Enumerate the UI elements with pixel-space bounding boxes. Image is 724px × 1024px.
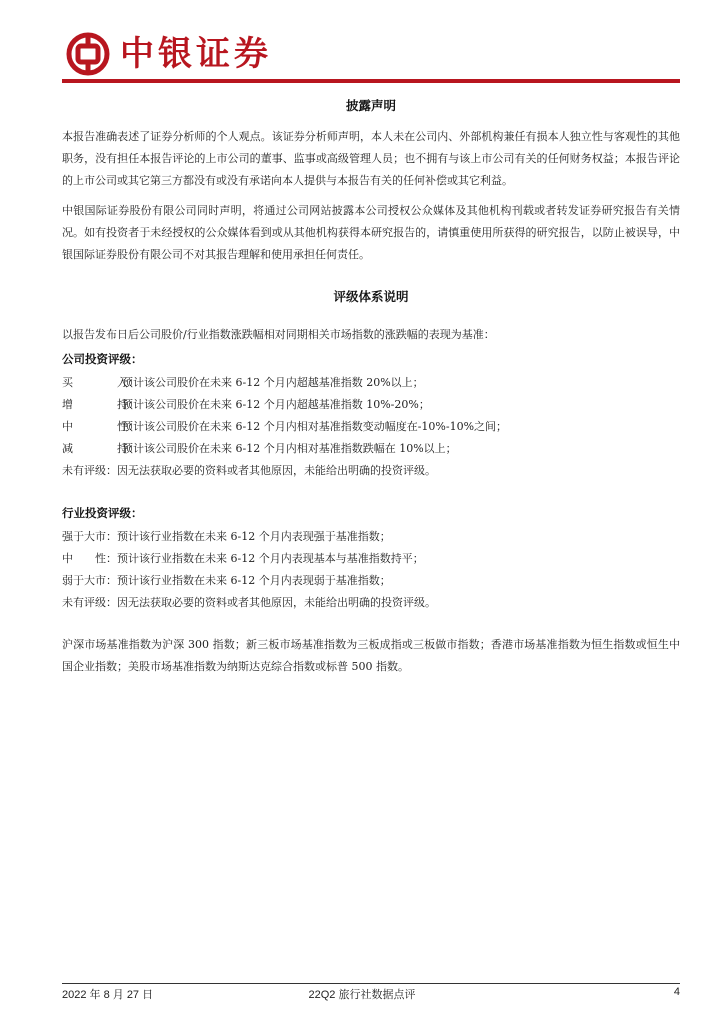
disclosure-paragraph-2: 中银国际证券股份有限公司同时声明，将通过公司网站披露本公司授权公众媒体及其他机构刊载或者转发证券研究报告有关情况。如有投资者于未经授权的公众媒体看到或从其他机构获得本研究报告的，请慎重使用所获得的研究报告，以防止被误导，中银国际证券股份有限公司不对其报告理解和使用承担任何责任。 — [62, 204, 680, 261]
page-number: 4 — [673, 986, 680, 998]
rating-label: 弱于大市： — [62, 574, 117, 587]
footer-rule — [62, 983, 680, 984]
rating-desc: 预计该公司股价在未来 6-12 个月内相对基准指数跌幅在 10%以上； — [122, 442, 457, 455]
rating-title: 评级体系说明 — [333, 289, 409, 304]
header-rule — [62, 79, 680, 83]
rating-desc: 预计该公司股价在未来 6-12 个月内相对基准指数变动幅度在-10%-10%之间； — [122, 420, 508, 433]
footer-date: 2022 年 8 月 27 日 — [62, 989, 154, 1001]
industry-rating-row — [62, 595, 680, 611]
rating-label: 中 性： — [62, 552, 117, 565]
rating-desc: 因无法获取必要的资料或者其他原因，未能给出明确的投资评级。 — [117, 464, 436, 477]
benchmark-paragraph: 沪深市场基准指数为沪深 300 指数；新三板市场基准指数为三板成指或三板做市指数；香港市场基准指数为恒生指数或恒生中国企业指数；美股市场基准指数为纳斯达克综合指数或标普 500 指数。 — [62, 638, 680, 673]
rating-desc: 预计该行业指数在未来 6-12 个月内表现强于基准指数； — [117, 530, 391, 543]
rating-label: 未有评级： — [62, 596, 117, 609]
brand-name: 中银证券 — [120, 34, 272, 74]
rating-desc: 预计该公司股价在未来 6-12 个月内超越基准指数 10%-20%； — [122, 398, 430, 411]
footer-report-title: 22Q2 旅行社数据点评 — [308, 989, 416, 1001]
page-header — [62, 28, 680, 80]
rating-label: 强于大市： — [62, 530, 117, 543]
rating-desc: 因无法获取必要的资料或者其他原因，未能给出明确的投资评级。 — [117, 596, 436, 609]
rating-intro: 以报告发布日后公司股价/行业指数涨跌幅相对同期相关市场指数的涨跌幅的表现为基准： — [62, 328, 495, 341]
industry-rating-row — [62, 551, 680, 567]
disclosure-paragraph-1: 本报告准确表述了证券分析师的个人观点。该证券分析师声明，本人未在公司内、外部机构兼任有损本人独立性与客观性的其他职务，没有担任本报告评论的上市公司的董事、监事或高级管理人员；也不拥有与该上市公司有关的任何财务权益；本报告评论的上市公司或其它第三方都没有或没有承诺向本人提供与本报告有关的任何补偿或其它利益。 — [62, 130, 680, 187]
rating-label: 增 持： — [62, 398, 139, 411]
rating-label: 中 性： — [62, 420, 139, 433]
rating-desc: 预计该行业指数在未来 6-12 个月内表现基本与基准指数持平； — [117, 552, 424, 565]
company-rating-row — [62, 441, 680, 457]
company-rating-row — [62, 419, 680, 435]
company-rating-row — [62, 463, 680, 479]
industry-rating-row — [62, 529, 680, 545]
rating-desc: 预计该公司股价在未来 6-12 个月内超越基准指数 20%以上； — [122, 376, 424, 389]
rating-desc: 预计该行业指数在未来 6-12 个月内表现弱于基准指数； — [117, 574, 391, 587]
company-rating-row — [62, 375, 680, 391]
rating-label: 买 入： — [62, 376, 139, 389]
industry-rating-row — [62, 573, 680, 589]
industry-rating-heading: 行业投资评级： — [62, 506, 143, 520]
company-rating-row — [62, 397, 680, 413]
company-rating-heading: 公司投资评级： — [62, 352, 143, 366]
rating-label: 减 持： — [62, 442, 139, 455]
disclosure-title: 披露声明 — [345, 98, 396, 113]
rating-label: 未有评级： — [62, 464, 117, 477]
bank-of-china-logo-icon — [66, 32, 110, 76]
